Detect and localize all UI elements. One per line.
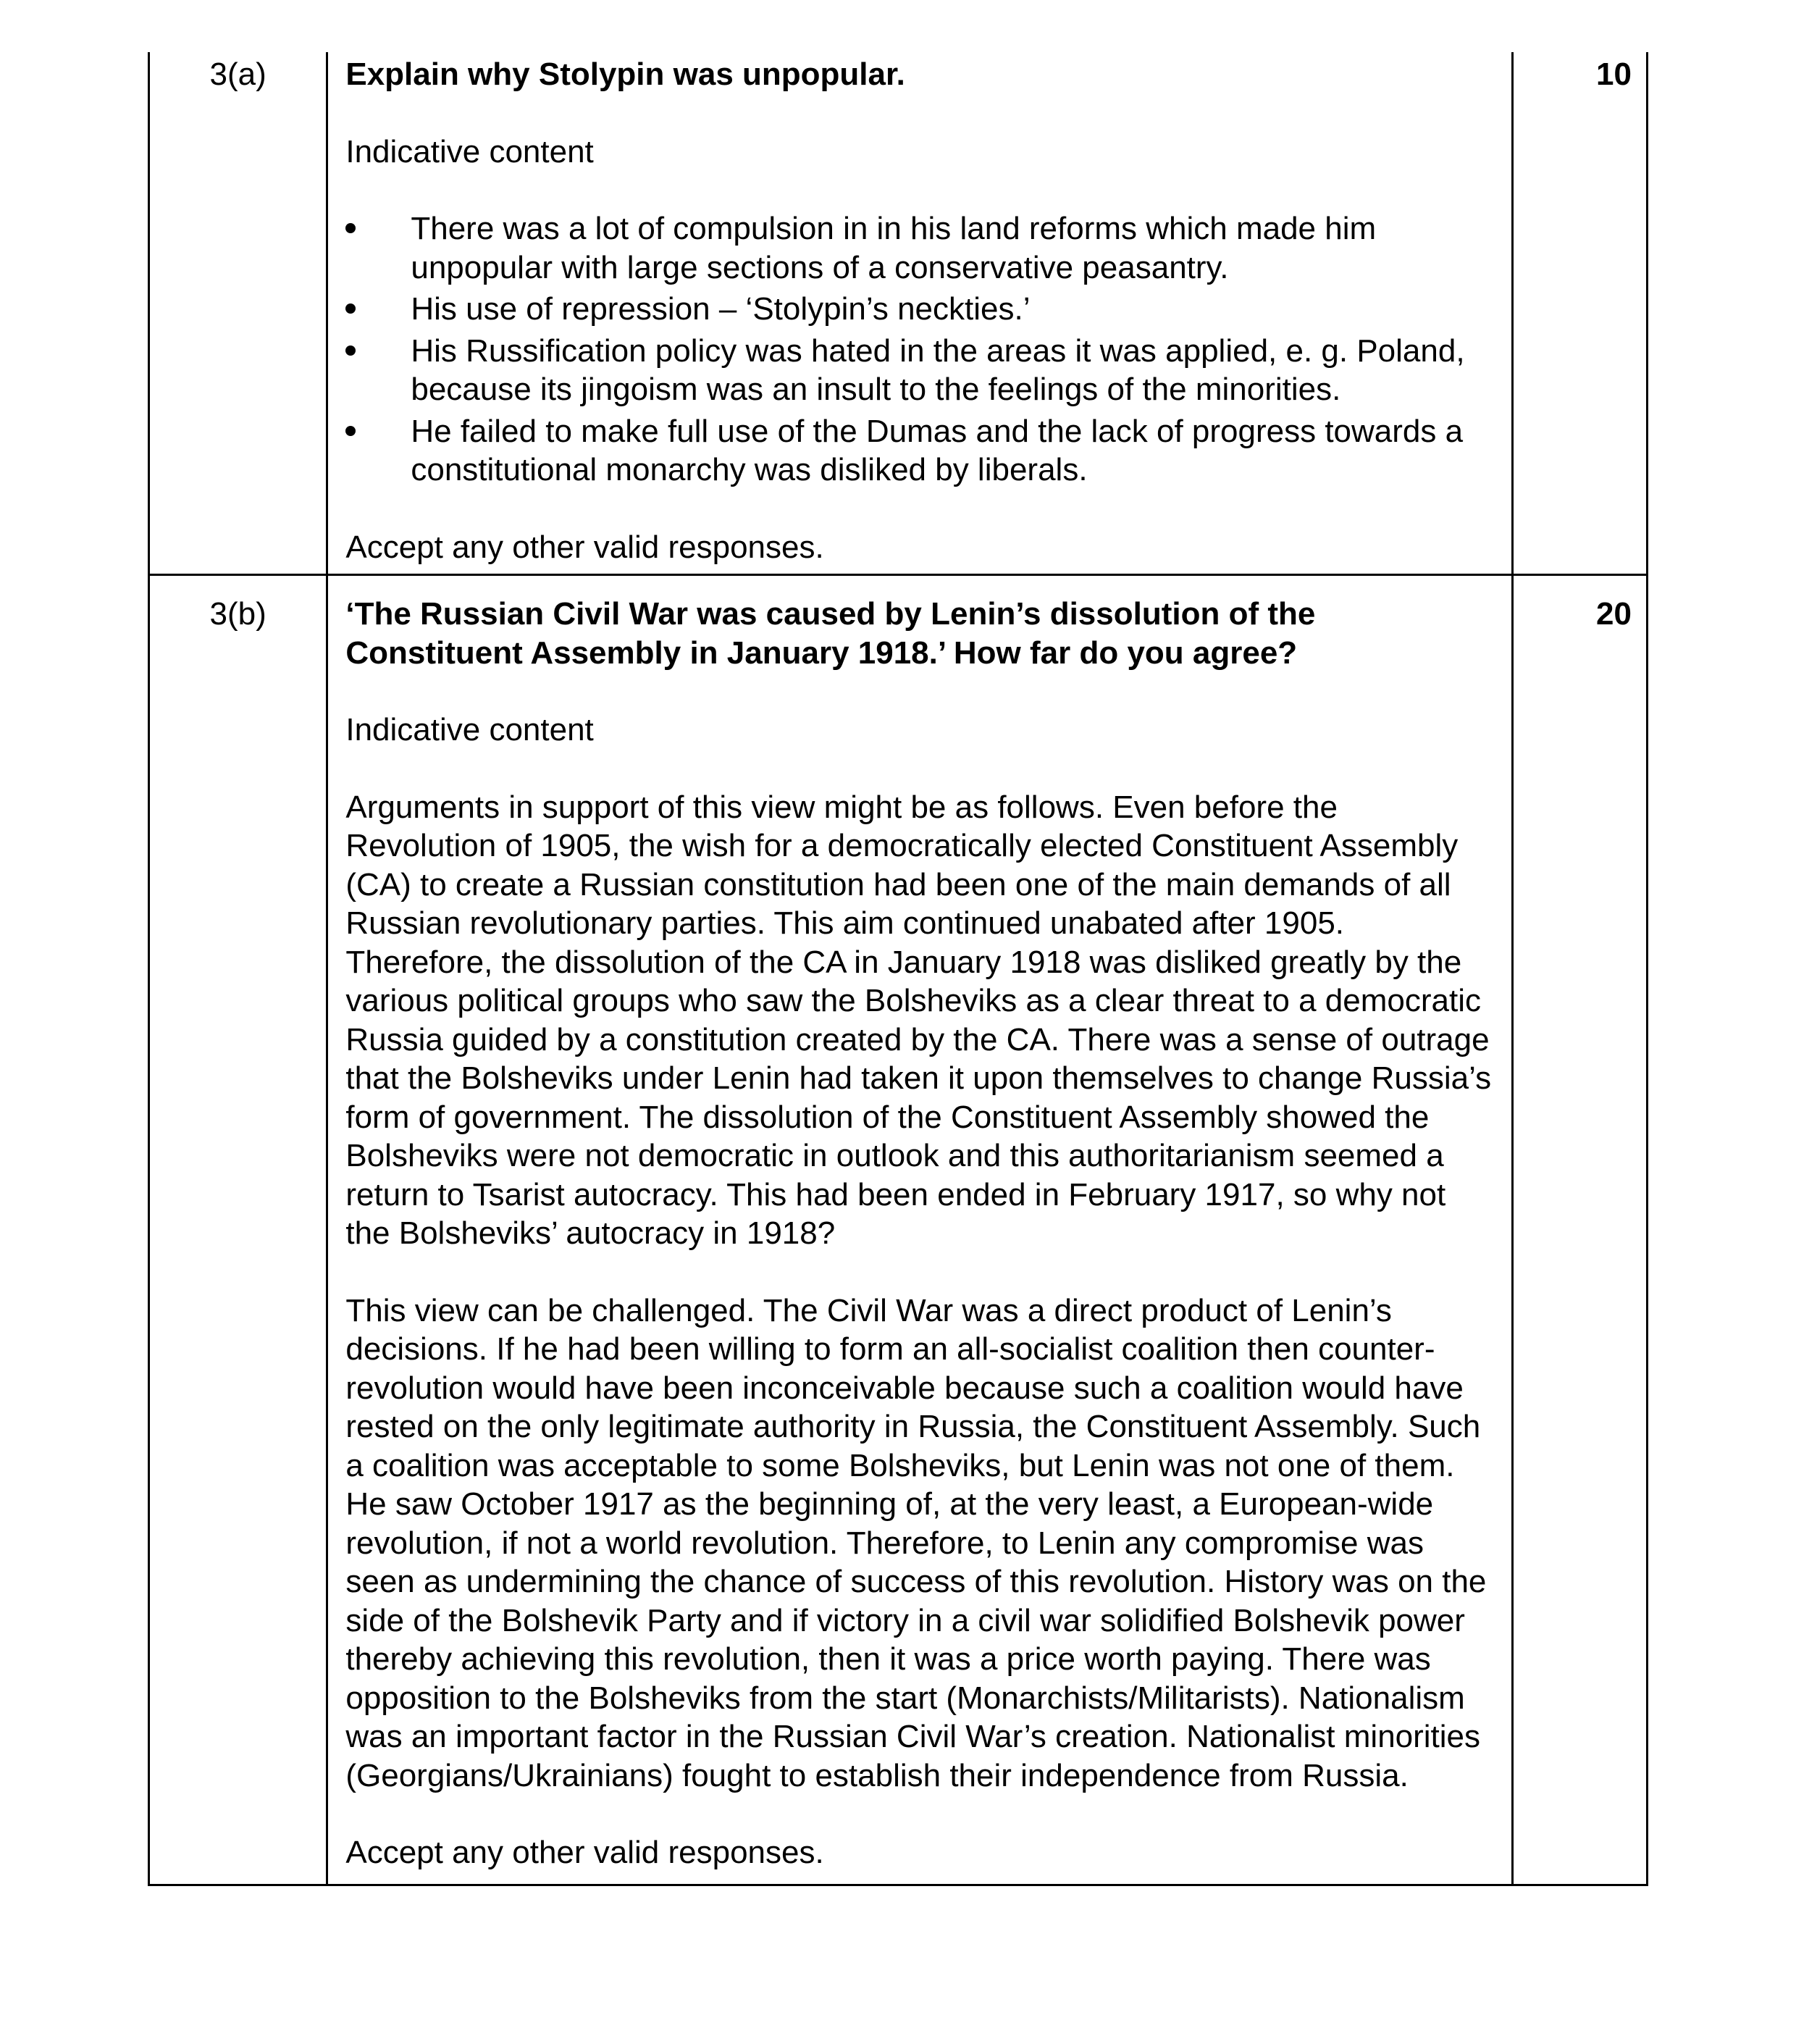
closing-note: Accept any other valid responses. (345, 1835, 824, 1870)
bullet-item (345, 412, 1496, 490)
question-number: 3(b) (209, 596, 267, 632)
bullet-icon (345, 223, 356, 233)
bullet-text: His use of repression – ‘Stolypin’s neckties.’ (411, 291, 1031, 327)
bullet-item (345, 290, 1496, 329)
bullet-text: He failed to make full use of the Dumas and the lack of progress towards a constitutional monarchy was disliked by liberals. (411, 413, 1464, 487)
question-number-cell (149, 575, 327, 1885)
bullet-text: His Russification policy was hated in the areas it was applied, e. g. Poland, because its jingoism was an insult to the feelings of the minorities. (411, 332, 1465, 407)
question-number: 3(a) (209, 56, 267, 92)
indicative-bullet-list (345, 209, 1496, 490)
bullet-icon (345, 303, 356, 314)
bullet-icon (345, 426, 356, 436)
question-title: ‘The Russian Civil War was caused by Lenin’s dissolution of the Constituent Assembly in January 1918.’ How far do you agree? (345, 596, 1316, 671)
question-title: Explain why Stolypin was unpopular. (345, 56, 905, 92)
answer-cell (327, 575, 1512, 1885)
argument-paragraph: Arguments in support of this view might be as follows. Even before the Revolution of 1905, the wish for a democratically elected Constituent Assembly (CA) to create a Russian constitution had been one of the main demands of all Russian revolutionary parties. This aim continued unabated after 1905. Therefore, the dissolution of the CA in January 1918 was disliked greatly by the various political groups who saw the Bolsheviks as a clear threat to a democratic Russia guided by a constitution created by the CA. There was a sense of outrage that the Bolsheviks under Lenin had taken it upon themselves to change Russia’s form of government. The dissolution of the Constituent Assembly showed the Bolsheviks were not democratic in outlook and this authoritarianism seemed a return to Tsarist autocracy. This had been ended in February 1917, so why not the Bolsheviks’ autocracy in 1918? (345, 789, 1492, 1251)
question-row-3a (149, 52, 1648, 575)
marks-cell (1512, 575, 1647, 1885)
indicative-content-label: Indicative content (345, 133, 594, 169)
marks-value: 10 (1596, 56, 1632, 92)
counter-argument-paragraph: This view can be challenged. The Civil War was a direct product of Lenin’s decisions. If he had been willing to form an all-socialist coalition then counter-revolution would have been inconceivable because such a coalition would have rested on the only legitimate authority in Russia, the Constituent Assembly. Such a coalition was acceptable to some Bolsheviks, but Lenin was not one of them. He saw October 1917 as the beginning of, at the very least, a European-wide revolution, if not a world revolution. Therefore, to Lenin any compromise was seen as undermining the chance of success of this revolution. History was on the side of the Bolshevik Party and if victory in a civil war solidified Bolshevik power thereby achieving this revolution, then it was a price worth paying. There was opposition to the Bolsheviks from the start (Monarchists/Militarists). Nationalism was an important factor in the Russian Civil War’s creation. Nationalist minorities (Georgians/Ukrainians) fought to establish their independence from Russia. (345, 1292, 1487, 1793)
bullet-icon (345, 345, 356, 356)
bullet-text: There was a lot of compulsion in in his land reforms which made him unpopular with large sections of a conservative peasantry. (411, 211, 1377, 285)
mark-scheme-table (148, 52, 1648, 1886)
question-number-cell (149, 52, 327, 575)
bullet-item (345, 209, 1496, 287)
answer-cell (327, 52, 1512, 575)
closing-note: Accept any other valid responses. (345, 529, 824, 565)
bullet-item (345, 332, 1496, 409)
indicative-content-label: Indicative content (345, 712, 594, 747)
marks-value: 20 (1596, 596, 1632, 632)
marks-cell (1512, 52, 1647, 575)
question-row-3b (149, 575, 1648, 1885)
